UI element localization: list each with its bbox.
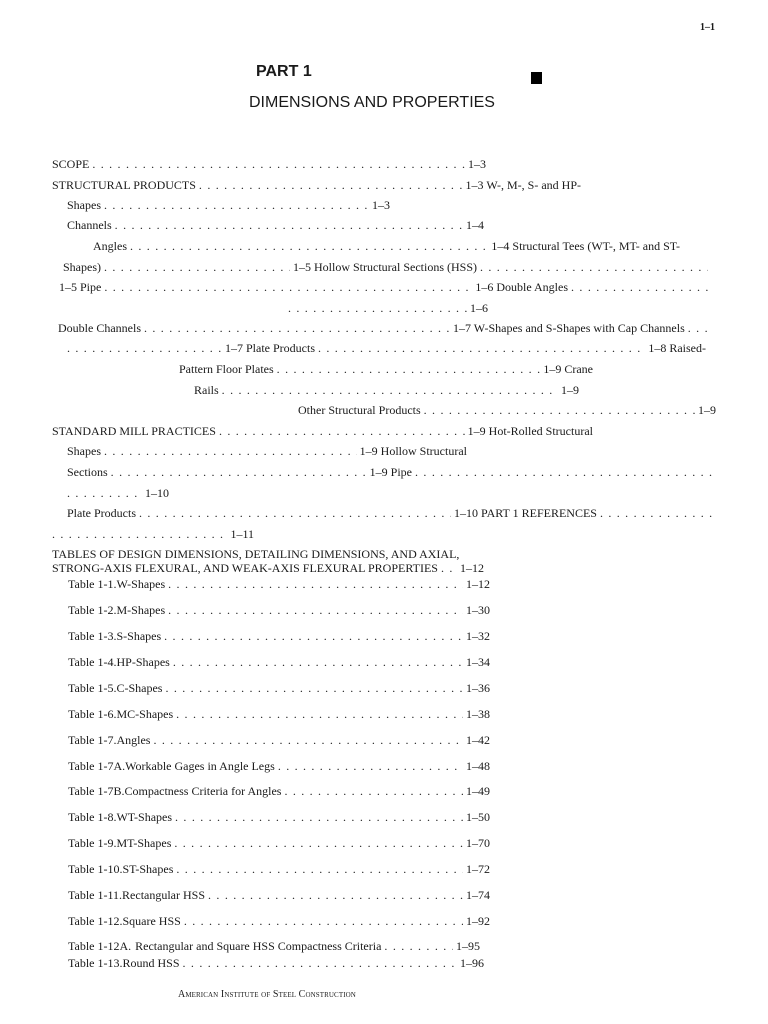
toc-entry-label: STANDARD MILL PRACTICES	[52, 424, 216, 438]
table-label: Table 1-7.	[68, 733, 117, 747]
dot-leader	[277, 362, 541, 376]
table-page: 1–95	[456, 939, 480, 953]
dot-leader	[424, 403, 695, 417]
table-label: Table 1-12A.	[68, 939, 132, 953]
toc-entry-page: 1–12	[459, 561, 484, 575]
toc-entry-page: 1–9	[698, 403, 716, 417]
table-title: ST-Shapes	[122, 862, 174, 876]
table-title: WT-Shapes	[116, 810, 173, 824]
document-subtitle: DIMENSIONS AND PROPERTIES	[249, 94, 495, 111]
toc-entry-structural-products	[52, 178, 581, 192]
toc-entry-page: 1–10	[145, 486, 169, 500]
dot-leader	[219, 424, 465, 438]
table-page: 1–42	[466, 733, 490, 747]
toc-entry-label: Plate Products	[67, 506, 136, 520]
toc-entry-pipe-double-angles	[59, 280, 715, 294]
table-label: Table 1-13.	[68, 956, 123, 970]
tables-heading-line-2	[52, 561, 486, 575]
table-label: Table 1-7A.	[68, 759, 126, 773]
toc-entry-label: Double Channels	[58, 321, 141, 335]
table-entry	[68, 629, 490, 643]
toc-entry-rails	[194, 383, 579, 397]
toc-entry-page: 1–3	[372, 198, 390, 212]
table-entry	[68, 707, 490, 721]
tables-heading-line-1: TABLES OF DESIGN DIMENSIONS, DETAILING DIMENSIONS, AND AXIAL,	[52, 547, 460, 561]
dot-leader	[111, 465, 367, 479]
table-page: 1–74	[466, 888, 490, 902]
table-entry	[68, 836, 490, 850]
dot-leader	[284, 784, 463, 798]
toc-entry-pipe-continuation	[67, 486, 169, 500]
toc-entry-page: 1–6 Double Angles	[475, 280, 569, 294]
dot-leader	[104, 198, 369, 212]
dot-leader	[130, 239, 488, 253]
dot-leader	[67, 341, 222, 355]
table-title: Workable Gages in Angle Legs	[125, 759, 275, 773]
toc-entry-page: 1–9 Crane	[543, 362, 593, 376]
dot-leader	[104, 260, 290, 274]
table-title: Square HSS	[122, 914, 181, 928]
dot-leader	[173, 655, 463, 669]
table-label: Table 1-8.	[68, 810, 117, 824]
toc-entry-label: Pattern Floor Plates	[179, 362, 274, 376]
table-title: C-Shapes	[116, 681, 163, 695]
toc-entry-page: 1–6	[470, 301, 488, 315]
table-label: Table 1-4.	[68, 655, 117, 669]
toc-entry-label: Shapes	[67, 444, 101, 458]
table-page: 1–36	[466, 681, 490, 695]
toc-entry-page: 1–8 Raised-	[648, 341, 706, 355]
table-title: S-Shapes	[116, 629, 162, 643]
table-title: MT-Shapes	[116, 836, 172, 850]
toc-entry-shapes	[67, 198, 390, 212]
table-label: Table 1-11.	[68, 888, 123, 902]
dot-leader	[199, 178, 463, 192]
toc-entry-page: 1–9	[561, 383, 579, 397]
toc-entry-double-channels	[58, 321, 713, 335]
dot-leader	[183, 956, 457, 970]
toc-entry-hot-rolled-shapes	[67, 444, 467, 458]
toc-entry-label: SCOPE	[52, 157, 90, 171]
dot-leader	[92, 157, 465, 171]
table-entry	[68, 681, 490, 695]
table-page: 1–50	[466, 810, 490, 824]
dot-leader	[176, 862, 463, 876]
toc-entry-page: 1–3	[468, 157, 486, 171]
table-label: Table 1-1.	[68, 577, 117, 591]
table-page: 1–70	[466, 836, 490, 850]
dot-leader	[168, 577, 463, 591]
dot-leader	[278, 759, 463, 773]
table-label: Table 1-3.	[68, 629, 117, 643]
table-title: Rectangular and Square HSS Compactness Criteria	[135, 939, 382, 953]
table-entry	[68, 733, 490, 747]
toc-entry-label: Angles	[93, 239, 127, 253]
table-label: Table 1-9.	[68, 836, 117, 850]
toc-entry-plate-products	[67, 341, 706, 355]
table-title: Compactness Criteria for Angles	[124, 784, 282, 798]
dot-leader	[688, 321, 710, 335]
dot-leader	[288, 301, 467, 315]
table-entry	[68, 956, 484, 970]
toc-entry-continuation	[285, 301, 488, 315]
toc-entry-angles	[93, 239, 680, 253]
table-title: M-Shapes	[116, 603, 166, 617]
toc-entry-label: Shapes	[67, 198, 101, 212]
toc-entry-page: 1–5 Hollow Structural Sections (HSS)	[293, 260, 477, 274]
dot-leader	[104, 444, 357, 458]
dot-leader	[384, 939, 453, 953]
toc-entry-label: Sections	[67, 465, 108, 479]
toc-entry-page: 1–4	[466, 218, 484, 232]
toc-entry-page: 1–10 PART 1 REFERENCES	[454, 506, 597, 520]
toc-entry-page: 1–7 W-Shapes and S-Shapes with Cap Channels	[453, 321, 685, 335]
toc-entry-hollow-sections	[67, 465, 716, 479]
dot-leader	[164, 629, 463, 643]
toc-entry-label: STRUCTURAL PRODUCTS	[52, 178, 196, 192]
dot-leader	[176, 707, 463, 721]
toc-entry-page: 1–4 Structural Tees (WT-, MT- and ST-	[491, 239, 680, 253]
table-entry	[68, 862, 490, 876]
table-page: 1–34	[466, 655, 490, 669]
dot-leader	[175, 810, 463, 824]
dot-leader	[67, 486, 142, 500]
toc-entry-standard-mill	[52, 424, 593, 438]
part-title: PART 1	[256, 63, 312, 80]
dot-leader	[144, 321, 450, 335]
toc-entry-channels	[67, 218, 484, 232]
dot-leader	[184, 914, 463, 928]
table-page: 1–92	[466, 914, 490, 928]
toc-entry-tees-hss	[63, 260, 711, 274]
dot-leader	[208, 888, 463, 902]
toc-entry-page: 1–3 W-, M-, S- and HP-	[465, 178, 581, 192]
dot-leader	[222, 383, 558, 397]
dot-leader	[104, 280, 472, 294]
toc-entry-scope	[52, 157, 486, 171]
table-label: Table 1-12.	[68, 914, 123, 928]
table-page: 1–49	[466, 784, 490, 798]
dot-leader	[600, 506, 713, 520]
toc-entry-page: 1–9 Hollow Structural	[359, 444, 467, 458]
toc-entry-page: 1–11	[230, 527, 254, 541]
table-page: 1–32	[466, 629, 490, 643]
table-label: Table 1-7B.	[68, 784, 125, 798]
toc-entry-label: Shapes)	[63, 260, 101, 274]
dot-leader	[318, 341, 645, 355]
table-entry	[68, 603, 490, 617]
table-title: Angles	[116, 733, 151, 747]
table-page: 1–96	[460, 956, 484, 970]
table-page: 1–12	[466, 577, 490, 591]
dot-leader	[165, 681, 463, 695]
table-entry	[68, 655, 490, 669]
table-entry	[68, 577, 490, 591]
dot-leader	[52, 527, 227, 541]
table-entry	[68, 784, 490, 798]
table-entry	[68, 810, 490, 824]
table-title: MC-Shapes	[116, 707, 174, 721]
toc-entry-page: 1–7 Plate Products	[225, 341, 315, 355]
table-title: Rectangular HSS	[122, 888, 206, 902]
toc-entry-label: 1–5 Pipe	[59, 280, 102, 294]
table-title: W-Shapes	[116, 577, 166, 591]
toc-entry-label: Other Structural Products	[298, 403, 421, 417]
table-entry	[68, 939, 480, 953]
table-label: Table 1-10.	[68, 862, 123, 876]
table-label: Table 1-5.	[68, 681, 117, 695]
table-page: 1–48	[466, 759, 490, 773]
toc-entry-plate-products-mill	[67, 506, 716, 520]
dot-leader	[415, 465, 713, 479]
page-number: 1–1	[700, 22, 715, 33]
table-page: 1–38	[466, 707, 490, 721]
dot-leader	[174, 836, 463, 850]
toc-entry-page: 1–9 Hot-Rolled Structural	[467, 424, 593, 438]
table-page: 1–72	[466, 862, 490, 876]
dot-leader	[115, 218, 463, 232]
toc-entry-raised-pattern	[179, 362, 593, 376]
dot-leader	[168, 603, 463, 617]
table-entry	[68, 914, 490, 928]
dot-leader	[571, 280, 712, 294]
toc-entry-label: Rails	[194, 383, 219, 397]
table-label: Table 1-2.	[68, 603, 117, 617]
dot-leader	[139, 506, 451, 520]
toc-entry-label: Channels	[67, 218, 112, 232]
dot-leader	[480, 260, 708, 274]
table-label: Table 1-6.	[68, 707, 117, 721]
table-page: 1–30	[466, 603, 490, 617]
dot-leader	[441, 561, 457, 575]
table-entry	[68, 759, 490, 773]
publisher-footer: American Institute of Steel Construction	[178, 989, 356, 1000]
toc-entry-label: STRONG-AXIS FLEXURAL, AND WEAK-AXIS FLEXURAL PROPERTIES	[52, 561, 438, 575]
toc-entry-other-structural	[298, 403, 716, 417]
toc-entry-references-continuation	[52, 527, 254, 541]
table-entry	[68, 888, 490, 902]
toc-entry-page: 1–9 Pipe	[369, 465, 413, 479]
black-square-marker	[531, 72, 542, 84]
table-title: HP-Shapes	[116, 655, 170, 669]
table-title: Round HSS	[122, 956, 180, 970]
dot-leader	[153, 733, 463, 747]
